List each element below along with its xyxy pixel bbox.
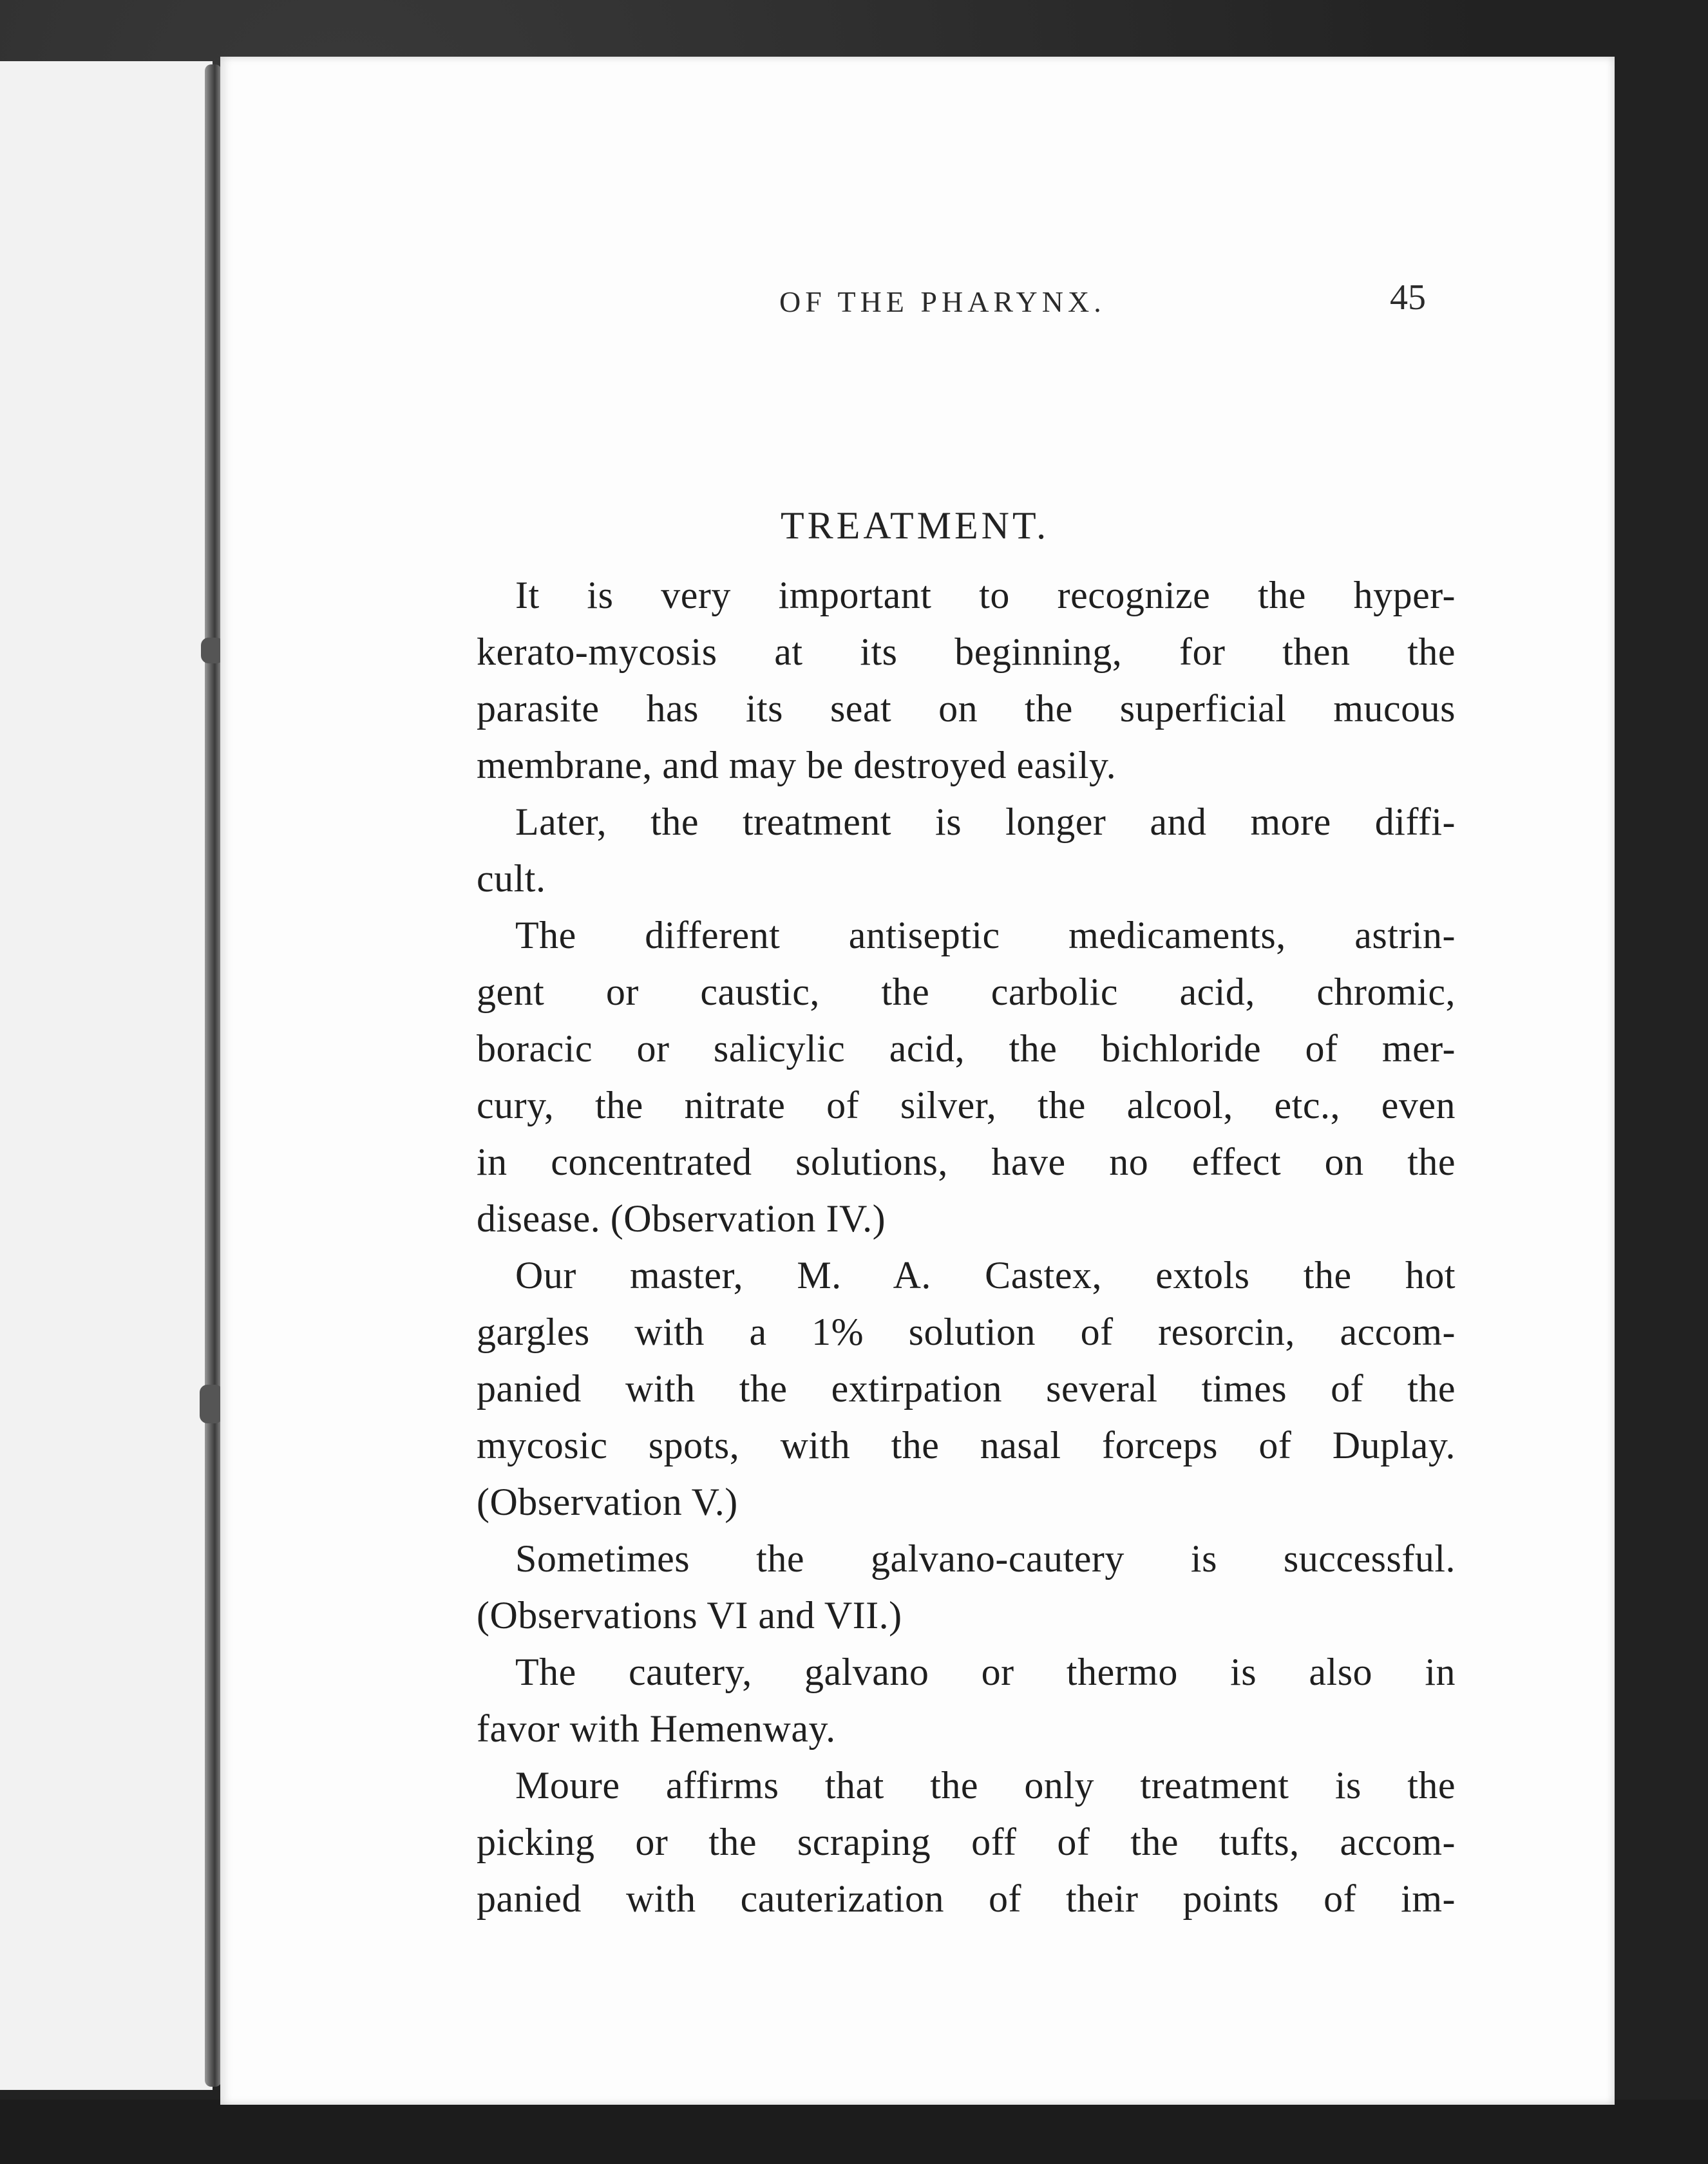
text-line: parasite has its seat on the superficial mucous	[477, 687, 1456, 730]
text-line: gent or caustic, the carbolic acid, chromic,	[477, 971, 1456, 1013]
text-line: cury, the nitrate of silver, the alcool, etc., even	[477, 1084, 1456, 1126]
text-line: membrane, and may be destroyed easily.	[477, 744, 1117, 786]
paragraph	[477, 1644, 1456, 1757]
text-line: mycosic spots, with the nasal forceps of Duplay.	[477, 1424, 1456, 1466]
text-line: boracic or salicylic acid, the bichloride of mer-	[477, 1027, 1456, 1070]
paragraph	[477, 1757, 1456, 1927]
text-line: (Observation V.)	[477, 1481, 738, 1523]
body-text	[477, 567, 1456, 1927]
binding-thread-knot	[200, 1385, 223, 1423]
text-line: gargles with a 1% solution of resorcin, accom-	[477, 1311, 1456, 1353]
text-line: panied with the extirpation several times of the	[477, 1367, 1456, 1410]
paragraph	[477, 907, 1456, 1247]
text-line: It is very important to recognize the hyper-	[515, 574, 1456, 616]
book-spine	[205, 64, 222, 2087]
text-line: Our master, M. A. Castex, extols the hot	[515, 1254, 1456, 1296]
text-line: disease. (Observation IV.)	[477, 1197, 886, 1240]
text-line: panied with cauterization of their points of im-	[477, 1877, 1456, 1920]
paragraph	[477, 567, 1456, 793]
text-line: favor with Hemenway.	[477, 1707, 836, 1750]
paragraph	[477, 793, 1456, 907]
text-line: cult.	[477, 857, 546, 900]
text-line: kerato-mycosis at its beginning, for then the	[477, 631, 1456, 673]
scanner-bottom-edge	[0, 2100, 1708, 2164]
text-line: Sometimes the galvano-cautery is successful.	[515, 1537, 1456, 1580]
text-line: picking or the scraping off of the tufts, accom-	[477, 1821, 1456, 1863]
text-line: The different antiseptic medicaments, astrin-	[515, 914, 1456, 956]
running-head: OF THE PHARYNX.	[779, 285, 1106, 318]
text-line: Later, the treatment is longer and more diffi-	[515, 801, 1456, 843]
text-line: The cautery, galvano or thermo is also in	[515, 1651, 1456, 1693]
page-number: 45	[1390, 278, 1426, 318]
text-line: in concentrated solutions, have no effect on the	[477, 1141, 1456, 1183]
section-heading: TREATMENT.	[781, 504, 1050, 547]
text-line: Moure affirms that the only treatment is the	[515, 1764, 1456, 1807]
paragraph	[477, 1247, 1456, 1530]
text-line: (Observations VI and VII.)	[477, 1594, 902, 1637]
left-page-edge	[0, 61, 213, 2090]
paragraph	[477, 1530, 1456, 1644]
